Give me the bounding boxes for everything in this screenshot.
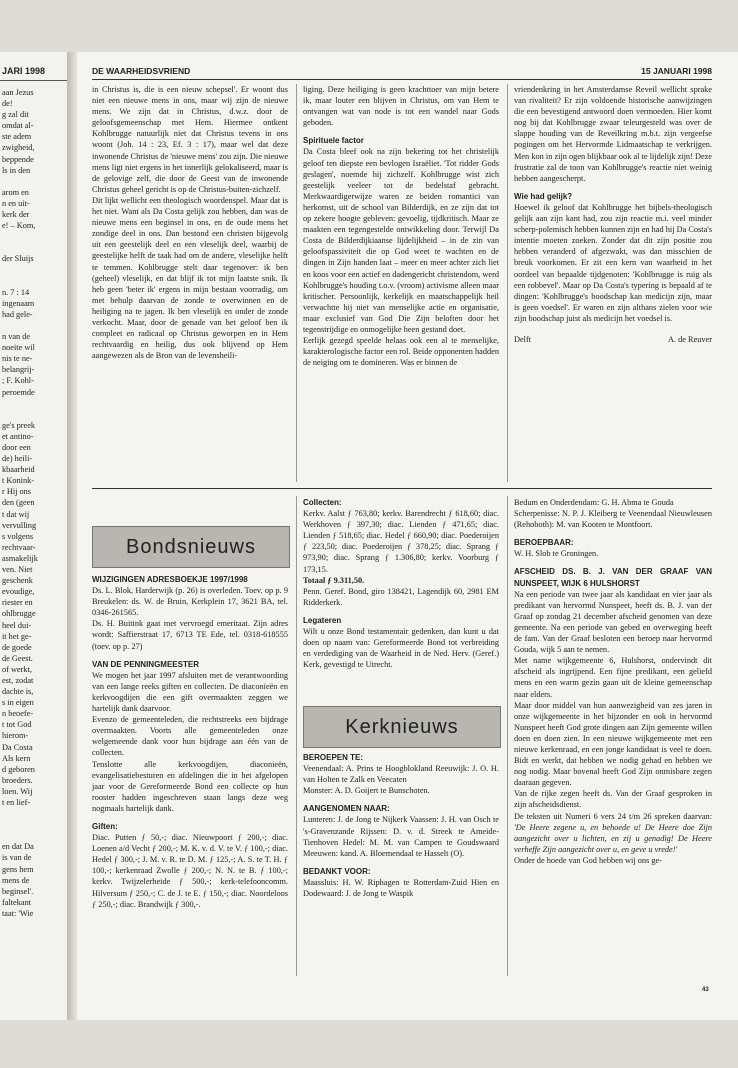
- signature-author: A. de Reuver: [667, 334, 712, 344]
- left-page-line: n beoefe-: [2, 709, 34, 719]
- left-page-line: ven. Niet: [2, 565, 33, 575]
- bondsnieuws-banner: Bondsnieuws: [92, 526, 290, 568]
- left-page-line: [2, 265, 67, 276]
- heading-adresboekje: WIJZIGINGEN ADRESBOEKJE 1997/1998: [92, 575, 248, 584]
- left-page-line: d geboren: [2, 764, 35, 774]
- heading-giften: Giften:: [92, 821, 118, 831]
- left-page-text: [0, 87, 67, 919]
- left-page-line: de goede: [2, 642, 32, 652]
- left-page-line: faltekant: [2, 897, 32, 907]
- scripture-intro: De teksten uit Numeri 6 vers 24 t/m 26 spreken daarvan:: [514, 811, 712, 821]
- signature-place: Delft: [514, 334, 532, 344]
- header-rule: [92, 79, 712, 80]
- heading-afscheid: AFSCHEID DS. B. J. VAN DER GRAAF VAN NUNSPEET, WIJK 6 HULSHORST: [514, 567, 712, 588]
- collecten-total: Totaal ƒ 9.311,50.: [303, 575, 365, 585]
- left-page-line: omdat al-: [2, 121, 34, 131]
- left-page-line: evoudige,: [2, 587, 35, 597]
- heading-legateren: Legateren: [303, 615, 342, 625]
- left-page-line: kerk der: [2, 210, 30, 220]
- left-page-line: [2, 276, 67, 287]
- news-paragraph: Van de rijke zegen heeft ds. Van der Graaf gesproken in zijn afscheidsdienst.: [514, 789, 712, 810]
- left-page-line: den (geen: [2, 498, 35, 508]
- news-paragraph: Maar door middel van hun aanwezigheid van zes jaren in onze wijkgemeente in het bijzonder en ook in hervormd Nunspeet heeft God grote dingen aan Zijn gemeente willen doen en doen zien. In een nieuwe wijkgemeente met een nieuwe kerkenraad, en een jonge kandidaat is veel te doen. Bidt en werkt, dat hebben we nodig gehad en hebben we nog nodig. Maar bovenal heeft God Zijn onmisbare zegen daaraan gegeven.: [514, 700, 712, 788]
- left-page-line: aan Jezus: [2, 88, 34, 97]
- left-page-line: [2, 808, 67, 819]
- left-page-line: de Geest.: [2, 653, 33, 663]
- section-rule: [92, 488, 712, 489]
- news-paragraph: Na een periode van twee jaar als kandidaat en vier jaar als predikant van hervormd Nunspeet, heeft ds. B. J. van der Graaf op zondag 21 december afscheid genomen van deze gemeente. Na een periode van gebed en overweging heeft de fam. Van der Graaf besloten een beroep naar hervormd Gouda, wijk 5 aan te nemen.: [514, 589, 712, 655]
- news-paragraph: Ds. L. Blok, Harderwijk (p. 26) is overleden. Toev. op p. 9 Breukelen: ds. W. de Bruin, Kerkplein 17, 3621 BA, tel. 0346-261565.: [92, 586, 288, 618]
- article-signature: [514, 334, 712, 345]
- left-page-line: ge's preek: [2, 420, 36, 430]
- left-page-line: t dat wij: [2, 509, 30, 519]
- left-page-line: n van de: [2, 332, 31, 342]
- left-page-line: et antino-: [2, 431, 34, 441]
- left-page-line: riester en: [2, 598, 33, 608]
- left-page-line: [2, 320, 67, 331]
- left-page-line: ; F. Kohl-: [2, 376, 34, 386]
- heading-collecten: Collecten:: [303, 498, 342, 507]
- left-page-header: JARI 1998: [2, 66, 46, 76]
- left-page-line: ingenaam: [2, 298, 35, 308]
- left-page-line: loen. Wij: [2, 786, 33, 796]
- left-page-line: noeite wil: [2, 343, 35, 353]
- news-paragraph: Tenslotte alle kerkvoogdijen, diaconieën, evangelisatiebesturen en afdelingen die in het afgelopen jaar voor de Gereformeerde Bond een collecte op hun rooster hadden ingeschreven staan langs deze weg nogmaals hartelijk dank.: [92, 759, 288, 813]
- left-page-rule: [0, 80, 67, 81]
- article-column-1: [92, 84, 288, 361]
- left-page-line: t tot God: [2, 720, 32, 730]
- column-divider: [507, 84, 508, 482]
- left-page-line: vervulling: [2, 520, 37, 530]
- left-page-line: belangrij-: [2, 365, 35, 375]
- left-page-line: [2, 409, 67, 420]
- news-paragraph: Onder de hoede van God hebben wij ons ge-: [514, 855, 662, 865]
- section-heading-wie-had-gelijk: Wie had gelijk?: [514, 191, 573, 201]
- page-number: 43: [702, 987, 709, 993]
- left-page-line: of werkt,: [2, 664, 32, 674]
- left-page-line: r Hij ons: [2, 487, 32, 497]
- left-page-line: [2, 830, 67, 841]
- kerknieuws-right-column: [514, 497, 712, 866]
- left-page-line: heel dui-: [2, 620, 32, 630]
- left-page-line: taat: 'Wie: [2, 908, 34, 918]
- left-page-line: [2, 398, 67, 409]
- news-paragraph: Lunteren: J. de Jong te Nijkerk Vaassen: J. H. van Osch te 's-Gravenzande Rijssen: D. v. d. Streek te Ameide-Tienhoven Hedel: M. M. van Campen te Goudswaard Meeuwen: kand. A. Bloemendaal te Hasselt (O).: [303, 815, 499, 858]
- bondsnieuws-column: [92, 574, 288, 910]
- news-paragraph: Ds. H. Buitink gaat met vervroegd emeritaat. Zijn adres wordt: Saffierstraat 17, 6713 TE Ede, tel. 0318-618555 (toev. op p. 27): [92, 619, 288, 651]
- news-paragraph: Maassluis: H. W. Riphagen te Rotterdam-Zuid Hien en Dodewaard: J. de Jong te Waspik: [303, 877, 499, 899]
- left-page-line: Da Costa: [2, 742, 33, 752]
- news-paragraph: Met name wijkgemeente 6, Hulshorst, ondervindt dit afscheid als ingrijpend. Een fijne predikant, een geliefd mens en een warm gezin gaan uit de kleine gemeenschap naar elders.: [514, 656, 712, 699]
- left-page-line: s volgens: [2, 531, 34, 541]
- news-paragraph: Kerkv. Aalst ƒ 763,80; kerkv. Barendrecht ƒ 618,60; diac. Werkhoven ƒ 397,30; diac. Lienden ƒ 471,65; diac. Lienden ƒ 518,65; diac. Hedel ƒ 660,90; diac. Poederoijen ƒ 223,50; diac. Poederoijen ƒ 378,25; diac. Sprang ƒ 973,90; diac. Sprang ƒ 1.306,80; kerkv. Voorburg ƒ 173,15.: [303, 509, 499, 574]
- left-page-line: e! – Kom,: [2, 221, 36, 231]
- column-divider: [296, 84, 297, 482]
- left-page-line: had gele-: [2, 309, 33, 319]
- left-page-line: nis te ne-: [2, 354, 33, 364]
- left-page-line: [2, 242, 67, 253]
- left-page-line: kbaarheid: [2, 465, 35, 475]
- left-page-line: Als kern: [2, 753, 31, 763]
- article-column-2: [303, 84, 499, 368]
- left-page-line: de!: [2, 99, 13, 109]
- left-page-line: en dat Da: [2, 842, 34, 852]
- column-divider: [296, 496, 297, 976]
- section-heading-spirituele-factor: Spirituele factor: [303, 136, 364, 146]
- left-page-line: geschenk: [2, 576, 33, 586]
- left-page-line: [2, 231, 67, 242]
- publication-title: DE WAARHEIDSVRIEND: [92, 66, 191, 76]
- left-page-line: [2, 176, 67, 187]
- news-paragraph: Evenzo de gemeenteleden, die rechtstreeks een bijdrage overmaakten. Voorts alle gemeenteleden onze welgemeende dank voor hun bijdrage aan één van de collecten.: [92, 715, 288, 758]
- left-page-line: peroemde: [2, 387, 35, 397]
- left-page-line: n. 7 : 14: [2, 287, 30, 297]
- left-page-line: [2, 819, 67, 830]
- left-page-line: ste adem: [2, 132, 32, 142]
- left-page-line: n en uit-: [2, 198, 30, 208]
- heading-penningmeester: VAN DE PENNINGMEESTER: [92, 659, 199, 669]
- left-page-line: gens hem: [2, 864, 34, 874]
- column-divider: [507, 496, 508, 976]
- article-paragraph: in Christus is, die is een nieuw schepsel'. Er woont dus niet een nieuwe mens in ons, maar wij zijn de nieuwe mens. We zijn dat in Christus, d.w.z. door de geloofsgemeenschap met Hem. Hiermee ontkent Kohlbrugge natuurlijk niet dat Christus tevens in ons woont (Joh. 14 : 23, Ef. 3 : 17), maar wel dat deze inwonende Christus de 'nieuwe mens' zou zijn. Die nieuwe mens ligt niet ergens in het innerlijk gelokaliseerd, maar is de gelovige zelf, die door de Geest van de inwonende Christus geheel gericht is op de Christus-buiten-zichzelf.: [92, 85, 288, 194]
- left-page-line: zwigheid,: [2, 143, 35, 153]
- left-page-line: dachte is,: [2, 687, 34, 697]
- article-paragraph: Da Costa bleef ook na zijn bekering tot het christelijk geloof ten diepste een bevlogen Israëliet. 'Tot ridder Gods geslagen', noemde hij zichzelf. Kohlbrugge wist zich geestelijk veeleer tot de bedelstaf gebracht. Merkwaardigerwijze waren ze beiden romantici van herkomst, uit de school van Bilderdijk, en ze zijn dat tot op zekere hoogte gebleven: gevoelig, tijdkritisch. Maar ze maakten een tegengestelde ontwikkeling door. Terwijl Da Costa de Bilderdijkiaanse lijdelijkheid – in de zin van geloofspassiviteit die op God weet te wachten en de dingen in Zijn handen laat – meer en meer achter zich liet en koos voor een actief en dadengericht christendom, werd Kohlbrugge's houding t.o.v. (vroom) activisme alleen maar kritischer. Persoonlijk, kerkelijk en maatschappelijk heil verwachtte hij niet van menselijke actie en organisatie, maar exclusief van God Die Zijn beloften door het tegenstrijdige en onmogelijke heen gestand doet.: [303, 147, 499, 334]
- left-page-line: t Konink-: [2, 476, 35, 486]
- news-paragraph: [514, 811, 712, 855]
- heading-bedankt: BEDANKT VOOR:: [303, 866, 371, 876]
- left-page-line: mens de: [2, 875, 30, 885]
- left-page-line: de) heili-: [2, 454, 33, 464]
- article-column-3: [514, 84, 712, 345]
- news-paragraph: We mogen het jaar 1997 afsluiten met de verantwoording van een lange reeks giften en collecten. De diaconieën en kerkvoogdijen die een gift overmaakten zeggen we hartelijk dank daarvoor.: [92, 670, 288, 714]
- news-paragraph: Bedum en Onderdendam: G. H. Abma te Gouda: [514, 498, 674, 507]
- article-paragraph: Dit lijkt wellicht een theologisch woordenspel. Maar dat is het niet. Want als Da Costa gelijk zou hebben, dan was de nieuwe mens een beginsel in ons, en de oude mens het zondige deel in ons. Dan bestond een christen bijgevolg uit een geestelijk deel en een vleselijk deel, waarbij de geestelijke helft de taak had om de andere, vleselijke helft te temmen. Kohlbrugge stelt daar tegenover: ik ben (geheel) vleselijk, en dat blijf ik tot mijn laatste snik. Ik heb geen 'beter ik' ergens in mijn bestaan voorradig, om met behulp daarvan de zonde te overwinnen en de heiliging na te jagen. Ik ben vleselijk en onder de zonde verkocht. Maar, door de genade van het geloof ben ik compleet en radicaal op Christus geworpen en in Hem rechtvaardig en heilig, dus ook blijvend op Hem aangewezen als de Bron van de levensheili-: [92, 195, 288, 361]
- news-paragraph: Wilt u onze Bond testamentair gedenken, dan kunt u dat doen op naam van: Gereformeerde Bond tot verbreiding en verdediging van de Waarheid in de Ned. Herv. (Geref.) Kerk, gevestigd te Utrecht.: [303, 627, 499, 670]
- left-page-line: hierom-: [2, 731, 29, 741]
- heading-beroepen: BEROEPEN TE:: [303, 753, 364, 762]
- page-gutter: [67, 52, 77, 1020]
- left-page-line: beginsel'.: [2, 886, 34, 896]
- scripture-quote: 'De Heere zegene u, en behoede u! De Heere doe Zijn aangezicht over u lichten, en zij u genadig! De Heere verheffe Zijn aangezicht over u, en geve u vrede!': [514, 822, 712, 854]
- left-page-line: ohlbrugge: [2, 609, 36, 619]
- left-page-line: beppende: [2, 154, 34, 164]
- left-page-line: der Sluijs: [2, 254, 34, 264]
- left-page-line: rechtvaar-: [2, 542, 36, 552]
- article-paragraph: Hoewel ik geloof dat Kohlbrugge het bijbels-theologisch gelijk aan zijn kant had, zou zijn reactie m.i. veel minder scherp-polemisch hebben kunnen zijn en had hij Da Costa's intentie moeten zoeken. Zonder dat dit zijn positie zou hebben veranderd of afgezwakt, was dan misschien de breuk voorkomen. Er zit een kern van waarheid in het oordeel van bepaalde tijdgenoten: 'Kohlbrugge is ruig als een robbevel'. Maar op Da Costa's typering is bepaald af te dingen: 'Kohlbrugge's boodschap kan medicijn zijn, maar is geen voedsel'. Er waren en zijn althans zielen voor wie zijn boodschap juist als medicijn het voedsel is.: [514, 202, 712, 323]
- left-page-line: arom en: [2, 187, 29, 197]
- news-paragraph: Monster: A. D. Goijert te Bunschoten.: [303, 786, 430, 796]
- article-paragraph: vriendenkring in het Amsterdamse Reveil wellicht sprake van rivaliteit? Er zijn voldoende historische aanwijzingen die een bevestigend antwoord doen vermoeden. Hier komt nog bij dat Kohlbrugge zwaar teleurgesteld was over de slappe houding van de Reveilkring m.b.t. zijn vergeefse pogingen om het Hervormde Lidmaatschap te verkrijgen. Men kon in zijn ogen blijkbaar ook al te lijdelijk zijn! Deze frustratie zal de toon van Kohlbrugge's reactie niet weinig hebben aangescherpt.: [514, 85, 712, 183]
- news-paragraph: Diac. Putten ƒ 50,-; diac. Nieuwpoort ƒ 200,-; diac. Loenen a/d Vecht ƒ 200,-; M. K. v. d. V. te V. ƒ 100,-; diac. Hedel ƒ 300,-; J. M. v. R. te D. M. ƒ 125,-; A. S. te T. H. ƒ 100,-; kerkenraad Zwolle ƒ 200,-; N. N. te B. ƒ 100,-; kerkv. Twijzelerheide ƒ 500,-; kerk-telefooncomm. Hilversum ƒ 250,-; C. de J. te E. ƒ 150,-; diac. Noordeloos ƒ 250,-; diac. Brandwijk ƒ 300,-.: [92, 833, 288, 909]
- left-page-line: broeders.: [2, 775, 33, 785]
- kerknieuws-column: [303, 752, 499, 899]
- left-page-line: it het ge-: [2, 631, 32, 641]
- left-page-fragment: [0, 52, 67, 1020]
- left-page-line: t en lief-: [2, 798, 31, 807]
- news-paragraph: Scherpenisse: N. P. J. Kleiberg te Veenendaal Nieuwleusen (Rehoboth): M. van Kooten te Montfoort.: [514, 509, 712, 530]
- news-paragraph: W. H. Slob te Groningen.: [514, 549, 599, 559]
- left-page-line: s in eigen: [2, 698, 34, 708]
- left-page-line: ls in den: [2, 165, 31, 175]
- left-page-line: est, zodat: [2, 675, 34, 685]
- article-paragraph: Eerlijk gezegd speelde helaas ook een al te menselijke, karakterologische factor een rol. Beide opponenten hadden de neiging om te domineren. Was er binnen de: [303, 336, 499, 368]
- left-page-line: door een: [2, 443, 31, 452]
- page-header: [92, 66, 712, 78]
- kerknieuws-banner: Kerknieuws: [303, 706, 501, 748]
- news-paragraph: Veenendaal: A. Prins te Hoogblokland Reeuwijk: J. O. H. van Holten te Zalk en Veecaten: [303, 764, 499, 785]
- left-page-line: g zal dit: [2, 110, 29, 120]
- news-paragraph: Penn. Geref. Bond, giro 138421, Lagendijk 60, 2981 EM Ridderkerk.: [303, 586, 499, 607]
- left-page-line: is van de: [2, 853, 32, 863]
- issue-date: 15 JANUARI 1998: [641, 66, 712, 76]
- article-paragraph: liging. Deze heiliging is geen krachttoer van mijn betere ik, maar louter een blijven in Christus, om van Hem te ontvangen wat van node is tot een wandel naar Gods geboden.: [303, 85, 499, 128]
- collecten-column: [303, 497, 499, 670]
- left-page-line: asmakelijk: [2, 553, 38, 563]
- heading-beroepbaar: BEROEPBAAR:: [514, 538, 574, 548]
- heading-aangenomen: AANGENOMEN NAAR:: [303, 804, 390, 814]
